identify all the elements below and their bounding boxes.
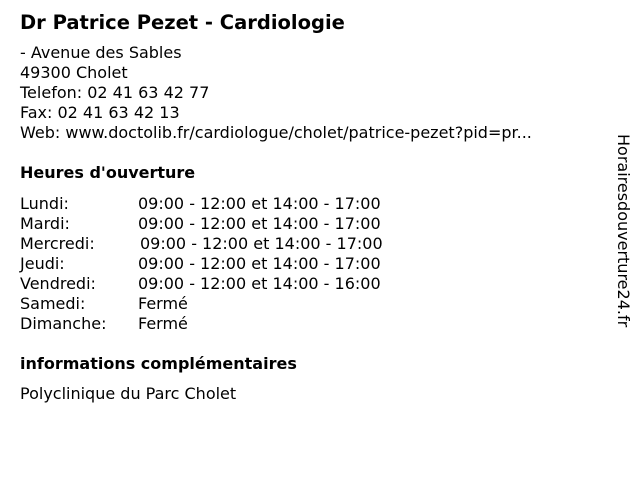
time-value: Fermé: [138, 314, 188, 333]
day-label: Vendredi:: [20, 274, 96, 293]
day-label: Mardi:: [20, 214, 70, 233]
day-label: Samedi:: [20, 294, 86, 313]
site-watermark: Horairesdouverture24.fr: [614, 134, 633, 328]
additional-info-text: Polyclinique du Parc Cholet: [20, 384, 237, 403]
day-label: Mercredi:: [20, 234, 95, 253]
page-title: Dr Patrice Pezet - Cardiologie: [20, 11, 345, 34]
fax-number: Fax: 02 41 63 42 13: [20, 103, 180, 122]
time-value: 09:00 - 12:00 et 14:00 - 17:00: [140, 234, 383, 253]
day-label: Dimanche:: [20, 314, 107, 333]
additional-info-heading: informations complémentaires: [20, 354, 297, 373]
day-label: Lundi:: [20, 194, 69, 213]
day-label: Jeudi:: [20, 254, 65, 273]
time-value: 09:00 - 12:00 et 14:00 - 17:00: [138, 214, 381, 233]
street-address: - Avenue des Sables: [20, 43, 182, 62]
contact-details: [20, 43, 532, 143]
time-value: 09:00 - 12:00 et 14:00 - 17:00: [138, 194, 381, 213]
time-value: Fermé: [138, 294, 188, 313]
postal-city: 49300 Cholet: [20, 63, 128, 82]
website-link[interactable]: Web: www.doctolib.fr/cardiologue/cholet/patrice-pezet?pid=pr...: [20, 123, 532, 142]
time-value: 09:00 - 12:00 et 14:00 - 16:00: [138, 274, 381, 293]
time-value: 09:00 - 12:00 et 14:00 - 17:00: [138, 254, 381, 273]
phone-number: Telefon: 02 41 63 42 77: [20, 83, 210, 102]
opening-hours-heading: Heures d'ouverture: [20, 163, 196, 182]
